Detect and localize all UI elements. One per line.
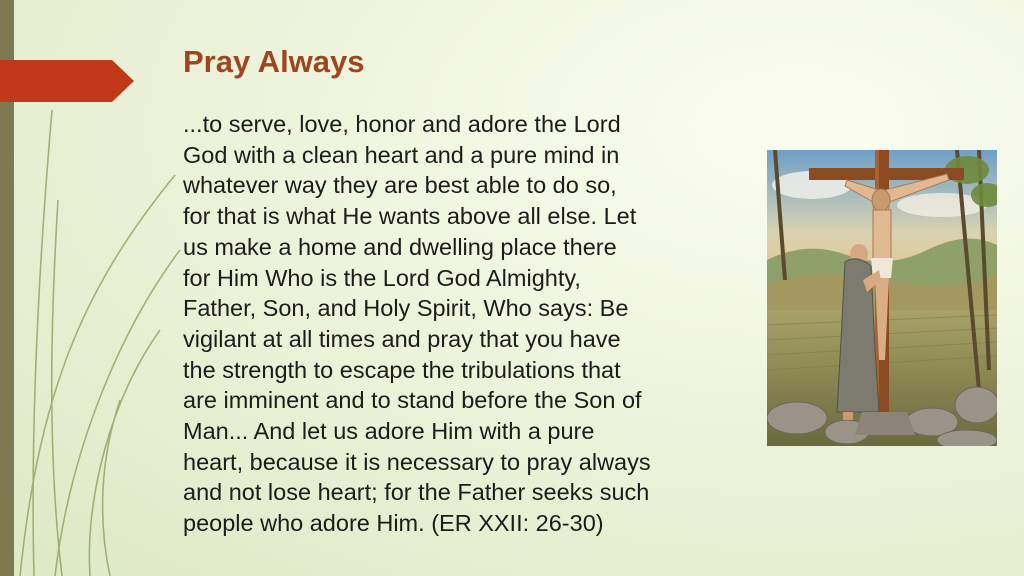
quote-line: Father, Son, and Holy Spirit, Who says: Be: [183, 295, 629, 322]
quote-line: for that is what He wants above all else. Let: [183, 203, 637, 230]
quote-line: for Him Who is the Lord God Almighty,: [183, 264, 581, 291]
quote-line: heart, because it is necessary to pray always: [183, 448, 651, 475]
quote-line: us make a home and dwelling place there: [183, 233, 617, 260]
quote-line: whatever way they are best able to do so,: [183, 172, 617, 199]
title-arrow-tab: [0, 60, 134, 102]
quote-line: and not lose heart; for the Father seeks such: [183, 479, 650, 506]
quote-line: vigilant at all times and pray that you have: [183, 325, 621, 352]
quote-line: people who adore Him. (ER XXII: 26-30): [183, 510, 604, 537]
quote-line: God with a clean heart and a pure mind in: [183, 141, 620, 168]
quote-line: Man... And let us adore Him with a pure: [183, 418, 595, 445]
crucifix-painting: [767, 150, 997, 446]
slide-title: Pray Always: [183, 44, 365, 79]
quote-line: ...to serve, love, honor and adore the Lord: [183, 111, 621, 137]
quote-line: the strength to escape the tribulations that: [183, 356, 621, 383]
quote-body: [183, 109, 753, 539]
quote-line: are imminent and to stand before the Son of: [183, 387, 642, 414]
